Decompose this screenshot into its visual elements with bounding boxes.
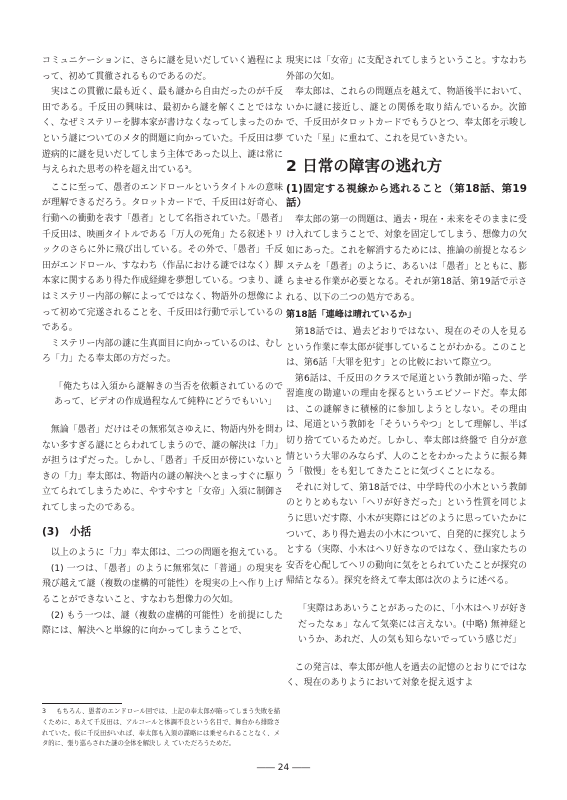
body-paragraph: 以上のように「力」奉太郎は、二つの問題を抱えている。 — [50, 548, 283, 559]
body-paragraph: 無論「愚者」だけはその無邪気さゆえに、物語内外を問わない多すぎる謎にとらわれてしまうので、謎の解決は「力」が担うはずだった。しかし、「愚者」千反田が傍にいないときの「力」奉太郎は、物語内の謎の解決へとまっすぐに駆り立てられてしまうために、やすやすと「女帝」入須に制御されてしまったのである。 — [42, 425, 283, 514]
block-quote: 「実際はああいうことがあったのに、「小木はヘリが好きだったなぁ」なんて気楽には言えない。(中略) 無神経というか、あれだ、人の気も知らないでっていう感じだ」 — [298, 604, 527, 646]
episode-heading: 第18話「連峰は晴れているか」 — [286, 310, 417, 321]
footnote-divider — [42, 703, 122, 704]
body-paragraph: ミステリー内部の謎に生真面目に向かっているのは、むしろ「力」たる奉太郎の方だった。 — [42, 338, 283, 365]
subsection-heading: (3) 小括 — [42, 525, 92, 538]
left-column — [42, 54, 283, 640]
body-paragraph: (1) 一つは、「愚者」のように無邪気に「普通」の現実を飛び越えて謎（複数の虚構的可能性）を現実の上へ作り上げることができないこと、すなわち想像力の欠如。 — [42, 563, 283, 605]
footnote — [42, 707, 280, 750]
page-number: ―― 24 ―― — [256, 763, 311, 773]
body-paragraph: ここに至って、愚者のエンドロールというタイトルの意味が理解できるだろう。タロットカードで、千反田は好奇心、行動への衝動を表す「愚者」として名指されていた。「愚者」千反田は、映画タイトルである「万人の死角」たる叙述トリックのさらに外に飛び出している。その外で、「愚者」千反田がエンドロール、すなわち（作品における謎ではなく）脚本家に関するあり得た作成経緯を夢想している。つまり、謎はミステリー内部の解によってではなく、物語外の想像によって初めて完遂されることを、千反田は行動で示しているのである。 — [42, 182, 284, 334]
body-paragraph: 第18話では、過去どおりではない、現在のその人を見るという作業に奉太郎が従事していることがわかる。このことは、第6話「大罪を犯す」との比較において際立つ。 — [286, 326, 527, 369]
body-paragraph: 奉太郎の第一の問題は、過去・現在・未来をそのままに受け入れてしまうことで、対象を固定してしまう、想像力の欠如にあった。これを解消するためには、推論の前提となるシステムを「愚者」のように、あるいは「愚者」とともに、膨らませる作業が必要となる。それが第18話、第19話で示される、以下の二つの処方である。 — [286, 214, 527, 303]
right-column — [286, 54, 527, 692]
body-paragraph: 第6話は、千反田のクラスで尾道という教師が陥った、学習進度の勘違いの理由を探るというエピソードだ。奉太郎は、この謎解きに積極的に参加しようとしない。その理由は、尾道という教師を「そういうやつ」として理解し、半ば切り捨てているためだ。しかし、奉太郎は終盤で 自分が意情という大罪のみならず、人のことをわかったように振る舞う「傲慢」をも犯してきたことに気づくことになる。 — [286, 373, 527, 478]
section-heading: 2 日常の障害の逃れ方 — [286, 156, 443, 175]
body-paragraph: それに対して、第18話では、中学時代の小木という教師のとりとめもない「ヘリが好きだった」という性質を同じように思いだす際、小木が実際にはどのように思っていたかについて、あり得た過去の小木について、自発的に探究しようとする（実際、小木はヘリ好きなのではなく、登山家たちの安否を心配してヘリの動向に気をとられていたことが探究の帰結となる）。探究を終えて奉太郎は次のように述べる。 — [286, 482, 527, 587]
body-paragraph: この発言は、奉太郎が他人を過去の記憶のとおりにではなく、現在のありようにおいて対象を捉え返すよ — [286, 662, 527, 689]
footnote-text: もちろん、愚者のエンドロール回では、上記の奉太郎が陥ってしまう失敗を描くために、あえて千反田は、アルコールと体調不良という名目で、舞台から排除されていた。仮に千反田がいれば、奉太郎も入須の謀略には乗せられることなく、メタ的に、張り巡らされた謎の全体を解決し え ていただろうためだ。 — [42, 708, 280, 748]
subsection-heading: (1)固定する視線から逃れること（第18話、第19話） — [286, 182, 527, 210]
body-paragraph: 現実には「女帝」に支配されてしまうということ。すなわち外部の欠如。 — [286, 56, 527, 82]
body-paragraph: (2) もう一つは、謎（複数の虚構的可能性）を前提にした際には、解決へと単線的に向かってしまうことで、 — [42, 610, 283, 637]
body-paragraph: コミュニケーションに、さらに謎を見いだしていく過程によって、初めて貫徹されるものであるのだ。 — [42, 56, 283, 82]
body-paragraph: 実はこの貫徹に最も近く、最も謎から自由だったのが千反田である。千反田の興味は、最初から謎を解くことではなく、なぜミステリーを脚本家が書けなくなってしまったのかという謎についてのメタ的問題に向かっていた。千反田は夢遊病的に謎を見いだしてしまう主体であった以上、謎は常に与えられた思考の枠を超え出ている³。 — [42, 87, 283, 176]
body-paragraph: 奉太郎は、これらの問題点を越えて、物語後半において、いかに謎に接近し、謎との関係を取り結んでいるか。次節で、千反田がタロットカードでもうひとつ、奉太郎を示唆していた「星」に重ねて、これを見ていきたい。 — [286, 87, 527, 144]
footnote-number: 3 — [42, 708, 47, 715]
block-quote: 「俺たちは入須から謎解きの当否を依頼されているのであって、ビデオの作成過程なんて純粋にどうでもいい」 — [54, 381, 283, 408]
